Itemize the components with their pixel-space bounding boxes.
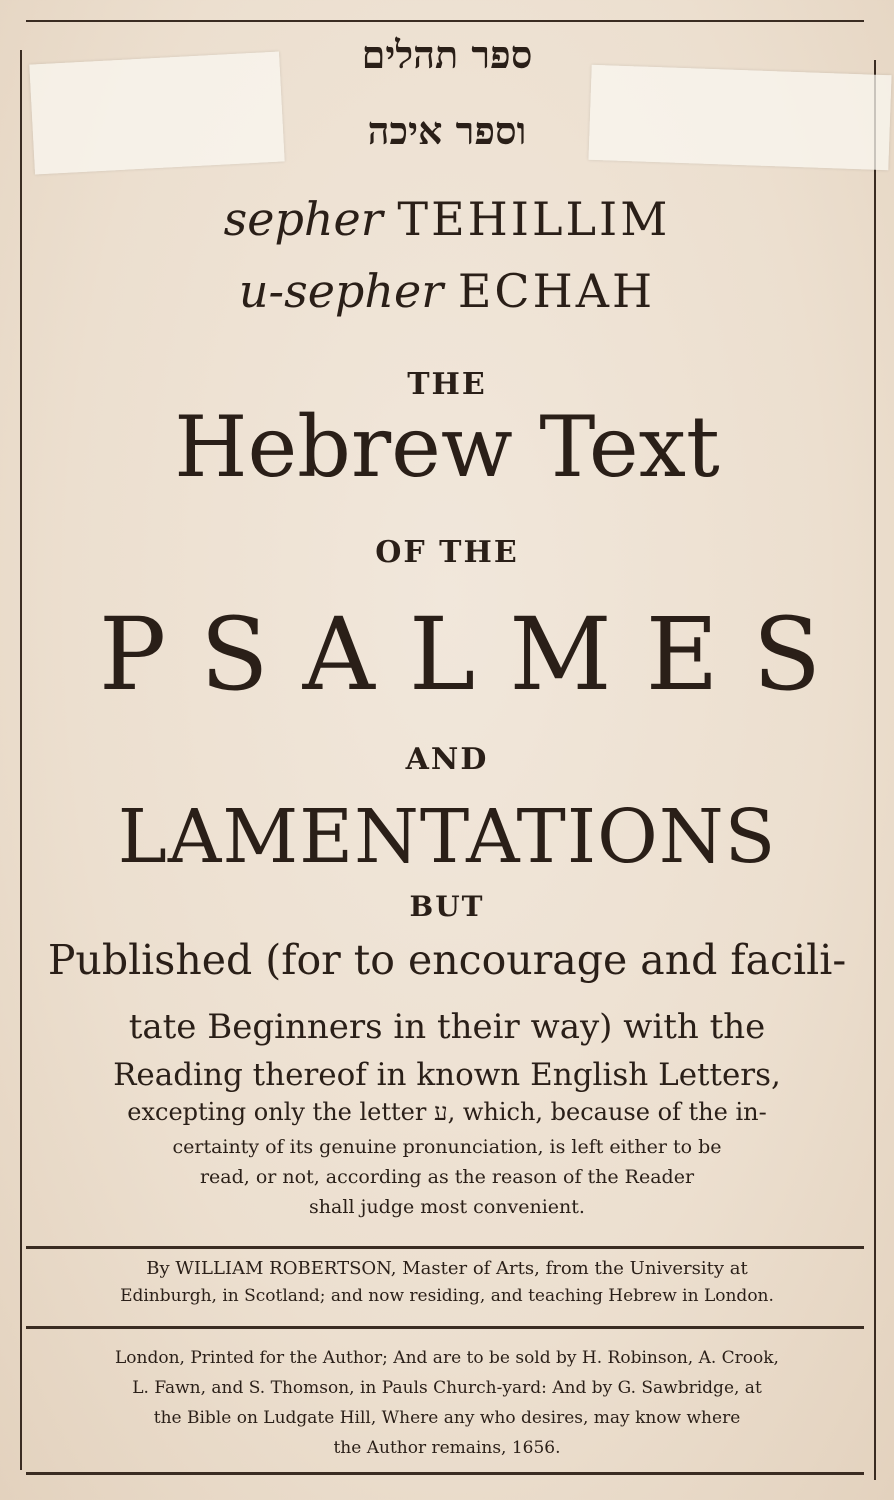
title-hebrew-text: Hebrew Text <box>174 398 720 496</box>
hebrew-title-1: ספר תהלים <box>361 32 533 77</box>
title-main: ECHAH <box>457 264 656 318</box>
imprint-line: the Bible on Ludgate Hill, Where any who desires, may know where <box>153 1408 741 1428</box>
title-the: THE <box>407 367 487 402</box>
hebrew-title-2: וספר איכה <box>367 108 527 153</box>
title-of-the: OF THE <box>375 535 519 570</box>
imprint-line: L. Fawn, and S. Thomson, in Pauls Church-yard: And by G. Sawbridge, at <box>132 1378 762 1398</box>
description-line: certainty of its genuine pronunciation, is left either to be <box>172 1136 722 1158</box>
description-line: excepting only the letter ע, which, because of the in- <box>127 1098 767 1126</box>
imprint-line: London, Printed for the Author; And are to be sold by H. Robinson, A. Crook, <box>115 1348 779 1368</box>
title-main: TEHILLIM <box>397 192 671 246</box>
title-psalmes: PSALMES <box>98 596 856 713</box>
title-tehillim <box>0 192 894 246</box>
title-but: BUT <box>409 890 485 923</box>
divider-rule <box>26 1326 864 1329</box>
title-and: AND <box>405 742 489 777</box>
bottom-border-rule <box>26 1472 864 1475</box>
author-line: Edinburgh, in Scotland; and now residing, and teaching Hebrew in London. <box>120 1286 774 1306</box>
imprint-line: the Author remains, 1656. <box>333 1438 561 1458</box>
description-line: Published (for to encourage and facili- <box>47 936 847 984</box>
title-prefix: u-sepher <box>238 264 444 318</box>
top-border-rule <box>26 20 864 22</box>
author-line: By WILLIAM ROBERTSON, Master of Arts, from the University at <box>146 1258 748 1279</box>
description-line: read, or not, according as the reason of the Reader <box>199 1166 695 1188</box>
divider-rule <box>26 1246 864 1249</box>
title-prefix: sepher <box>223 192 383 246</box>
description-line: shall judge most convenient. <box>309 1196 585 1218</box>
title-lamentations: LAMENTATIONS <box>117 794 777 880</box>
title-echah <box>0 264 894 318</box>
description-line: Reading thereof in known English Letters, <box>113 1057 781 1093</box>
description-line: tate Beginners in their way) with the <box>128 1007 766 1047</box>
